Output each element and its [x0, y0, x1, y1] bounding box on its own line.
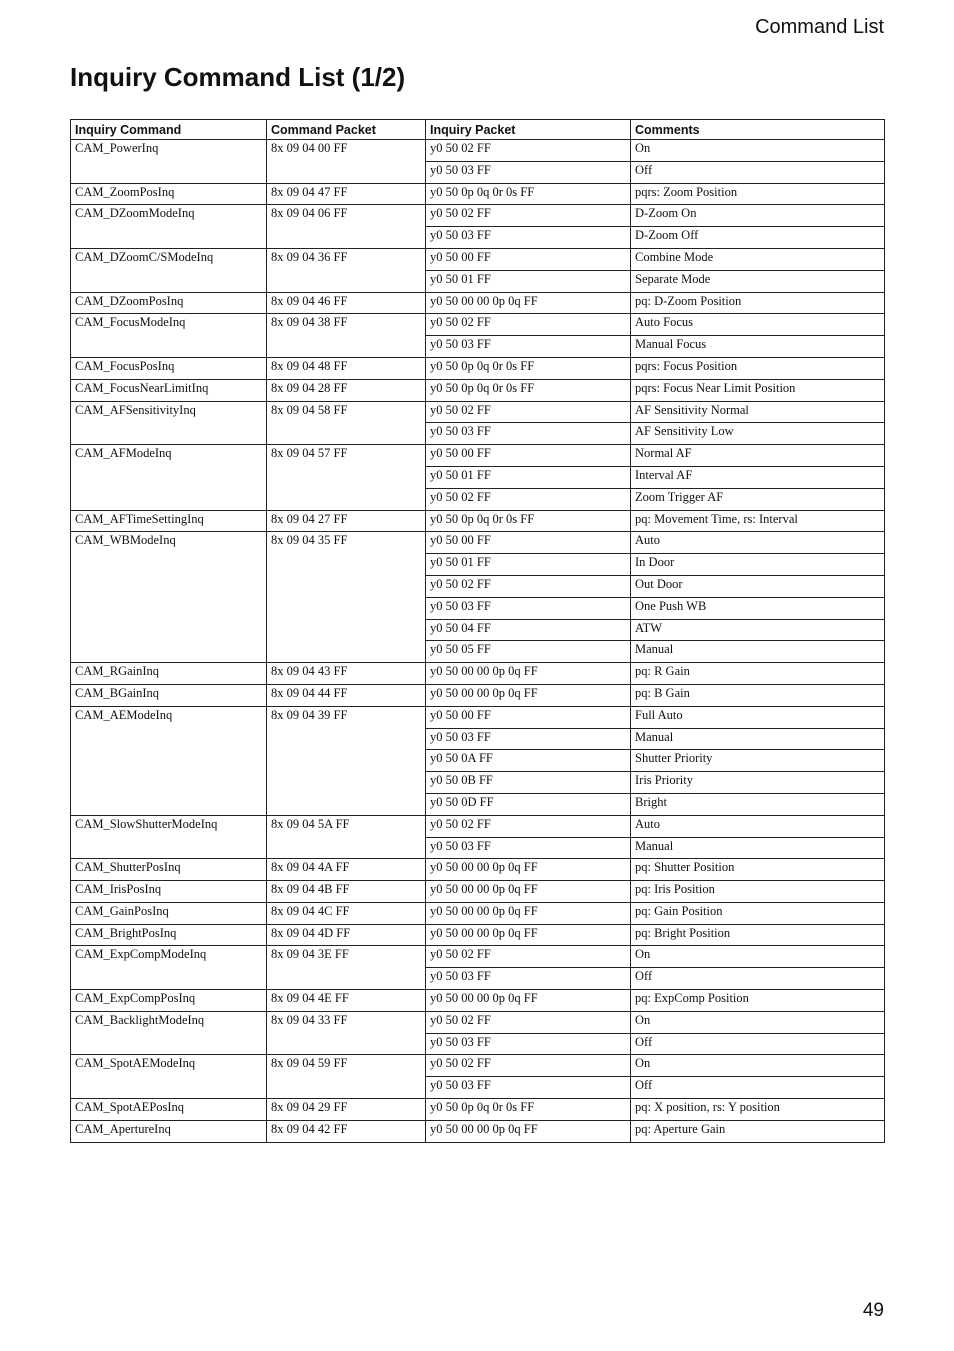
comments-cell: Shutter Priority: [631, 750, 885, 772]
inquiry-command-cell: CAM_ExpCompPosInq: [71, 990, 267, 1012]
comments-cell: pqrs: Zoom Position: [631, 183, 885, 205]
command-packet-cell: 8x 09 04 59 FF: [267, 1055, 426, 1099]
inquiry-command-cell: CAM_WBModeInq: [71, 532, 267, 663]
comments-cell: D-Zoom Off: [631, 227, 885, 249]
table-row: [71, 946, 885, 968]
column-header-command-packet: Command Packet: [267, 120, 426, 140]
inquiry-packet-cell: y0 50 03 FF: [426, 1077, 631, 1099]
inquiry-packet-cell: y0 50 0B FF: [426, 772, 631, 794]
comments-cell: Auto Focus: [631, 314, 885, 336]
inquiry-packet-cell: y0 50 02 FF: [426, 205, 631, 227]
inquiry-packet-cell: y0 50 00 FF: [426, 445, 631, 467]
inquiry-packet-cell: y0 50 00 00 0p 0q FF: [426, 859, 631, 881]
inquiry-packet-cell: y0 50 00 FF: [426, 532, 631, 554]
inquiry-packet-cell: y0 50 02 FF: [426, 815, 631, 837]
inquiry-packet-cell: y0 50 03 FF: [426, 728, 631, 750]
table-row: [71, 859, 885, 881]
table-row: [71, 140, 885, 162]
inquiry-command-cell: CAM_FocusModeInq: [71, 314, 267, 358]
comments-cell: pq: R Gain: [631, 663, 885, 685]
command-packet-cell: 8x 09 04 4C FF: [267, 902, 426, 924]
comments-cell: Iris Priority: [631, 772, 885, 794]
inquiry-packet-cell: y0 50 01 FF: [426, 554, 631, 576]
comments-cell: pq: Aperture Gain: [631, 1120, 885, 1142]
command-packet-cell: 8x 09 04 46 FF: [267, 292, 426, 314]
inquiry-packet-cell: y0 50 00 00 0p 0q FF: [426, 684, 631, 706]
table-row: [71, 292, 885, 314]
table-row: [71, 510, 885, 532]
comments-cell: Separate Mode: [631, 270, 885, 292]
command-packet-cell: 8x 09 04 57 FF: [267, 445, 426, 510]
command-packet-cell: 8x 09 04 4E FF: [267, 990, 426, 1012]
inquiry-packet-cell: y0 50 03 FF: [426, 968, 631, 990]
inquiry-packet-cell: y0 50 00 00 0p 0q FF: [426, 292, 631, 314]
command-packet-cell: 8x 09 04 5A FF: [267, 815, 426, 859]
comments-cell: AF Sensitivity Low: [631, 423, 885, 445]
comments-cell: pq: Iris Position: [631, 881, 885, 903]
inquiry-command-table: [70, 119, 885, 1143]
command-packet-cell: 8x 09 04 4A FF: [267, 859, 426, 881]
inquiry-command-cell: CAM_ExpCompModeInq: [71, 946, 267, 990]
section-header: Command List: [755, 16, 884, 38]
command-packet-cell: 8x 09 04 48 FF: [267, 357, 426, 379]
inquiry-packet-cell: y0 50 03 FF: [426, 1033, 631, 1055]
inquiry-packet-cell: y0 50 0p 0q 0r 0s FF: [426, 510, 631, 532]
inquiry-packet-cell: y0 50 00 00 0p 0q FF: [426, 990, 631, 1012]
inquiry-command-cell: CAM_SlowShutterModeInq: [71, 815, 267, 859]
table-row: [71, 902, 885, 924]
inquiry-command-cell: CAM_ApertureInq: [71, 1120, 267, 1142]
comments-cell: Off: [631, 1033, 885, 1055]
command-packet-cell: 8x 09 04 42 FF: [267, 1120, 426, 1142]
inquiry-packet-cell: y0 50 03 FF: [426, 336, 631, 358]
inquiry-command-cell: CAM_FocusNearLimitInq: [71, 379, 267, 401]
table-row: [71, 314, 885, 336]
inquiry-command-cell: CAM_IrisPosInq: [71, 881, 267, 903]
command-packet-cell: 8x 09 04 36 FF: [267, 248, 426, 292]
comments-cell: pq: Bright Position: [631, 924, 885, 946]
inquiry-packet-cell: y0 50 03 FF: [426, 837, 631, 859]
inquiry-packet-cell: y0 50 03 FF: [426, 423, 631, 445]
comments-cell: pq: B Gain: [631, 684, 885, 706]
inquiry-command-cell: CAM_DZoomModeInq: [71, 205, 267, 249]
table-row: [71, 379, 885, 401]
inquiry-command-cell: CAM_ZoomPosInq: [71, 183, 267, 205]
column-header-comments: Comments: [631, 120, 885, 140]
table-header-row: [71, 120, 885, 140]
inquiry-command-cell: CAM_ShutterPosInq: [71, 859, 267, 881]
comments-cell: Manual Focus: [631, 336, 885, 358]
inquiry-command-cell: CAM_DZoomPosInq: [71, 292, 267, 314]
comments-cell: Normal AF: [631, 445, 885, 467]
command-packet-cell: 8x 09 04 43 FF: [267, 663, 426, 685]
column-header-inquiry-command: Inquiry Command: [71, 120, 267, 140]
inquiry-packet-cell: y0 50 03 FF: [426, 161, 631, 183]
command-packet-cell: 8x 09 04 00 FF: [267, 140, 426, 184]
command-packet-cell: 8x 09 04 47 FF: [267, 183, 426, 205]
comments-cell: One Push WB: [631, 597, 885, 619]
inquiry-command-cell: CAM_AEModeInq: [71, 706, 267, 815]
inquiry-packet-cell: y0 50 04 FF: [426, 619, 631, 641]
table-row: [71, 248, 885, 270]
table-row: [71, 881, 885, 903]
inquiry-command-cell: CAM_BGainInq: [71, 684, 267, 706]
comments-cell: pq: Gain Position: [631, 902, 885, 924]
inquiry-packet-cell: y0 50 00 00 0p 0q FF: [426, 881, 631, 903]
command-packet-cell: 8x 09 04 33 FF: [267, 1011, 426, 1055]
inquiry-command-cell: CAM_RGainInq: [71, 663, 267, 685]
inquiry-command-cell: CAM_BrightPosInq: [71, 924, 267, 946]
command-packet-cell: 8x 09 04 39 FF: [267, 706, 426, 815]
command-packet-cell: 8x 09 04 3E FF: [267, 946, 426, 990]
command-packet-cell: 8x 09 04 06 FF: [267, 205, 426, 249]
inquiry-packet-cell: y0 50 0A FF: [426, 750, 631, 772]
inquiry-command-cell: CAM_DZoomC/SModeInq: [71, 248, 267, 292]
comments-cell: Zoom Trigger AF: [631, 488, 885, 510]
inquiry-packet-cell: y0 50 00 00 0p 0q FF: [426, 924, 631, 946]
inquiry-command-cell: CAM_BacklightModeInq: [71, 1011, 267, 1055]
command-packet-cell: 8x 09 04 35 FF: [267, 532, 426, 663]
table-row: [71, 684, 885, 706]
inquiry-packet-cell: y0 50 02 FF: [426, 488, 631, 510]
inquiry-packet-cell: y0 50 00 FF: [426, 248, 631, 270]
inquiry-packet-cell: y0 50 00 FF: [426, 706, 631, 728]
table-row: [71, 1099, 885, 1121]
inquiry-command-cell: CAM_AFSensitivityInq: [71, 401, 267, 445]
table-row: [71, 532, 885, 554]
command-packet-cell: 8x 09 04 58 FF: [267, 401, 426, 445]
comments-cell: Interval AF: [631, 466, 885, 488]
column-header-inquiry-packet: Inquiry Packet: [426, 120, 631, 140]
inquiry-command-cell: CAM_SpotAEModeInq: [71, 1055, 267, 1099]
inquiry-packet-cell: y0 50 02 FF: [426, 140, 631, 162]
comments-cell: pq: D-Zoom Position: [631, 292, 885, 314]
inquiry-packet-cell: y0 50 02 FF: [426, 1011, 631, 1033]
comments-cell: Out Door: [631, 575, 885, 597]
comments-cell: Off: [631, 161, 885, 183]
table-row: [71, 445, 885, 467]
comments-cell: Off: [631, 1077, 885, 1099]
comments-cell: Combine Mode: [631, 248, 885, 270]
table-row: [71, 1055, 885, 1077]
comments-cell: pq: X position, rs: Y position: [631, 1099, 885, 1121]
comments-cell: Off: [631, 968, 885, 990]
comments-cell: Auto: [631, 532, 885, 554]
comments-cell: On: [631, 1055, 885, 1077]
table-row: [71, 1011, 885, 1033]
comments-cell: On: [631, 140, 885, 162]
inquiry-packet-cell: y0 50 03 FF: [426, 597, 631, 619]
comments-cell: AF Sensitivity Normal: [631, 401, 885, 423]
inquiry-packet-cell: y0 50 00 00 0p 0q FF: [426, 663, 631, 685]
inquiry-packet-cell: y0 50 00 00 0p 0q FF: [426, 1120, 631, 1142]
comments-cell: pqrs: Focus Near Limit Position: [631, 379, 885, 401]
command-packet-cell: 8x 09 04 4B FF: [267, 881, 426, 903]
comments-cell: pq: ExpComp Position: [631, 990, 885, 1012]
inquiry-command-cell: CAM_AFTimeSettingInq: [71, 510, 267, 532]
inquiry-packet-cell: y0 50 0p 0q 0r 0s FF: [426, 357, 631, 379]
command-packet-cell: 8x 09 04 29 FF: [267, 1099, 426, 1121]
inquiry-command-cell: CAM_AFModeInq: [71, 445, 267, 510]
command-packet-cell: 8x 09 04 4D FF: [267, 924, 426, 946]
comments-cell: Manual: [631, 641, 885, 663]
inquiry-packet-cell: y0 50 00 00 0p 0q FF: [426, 902, 631, 924]
comments-cell: pq: Shutter Position: [631, 859, 885, 881]
command-packet-cell: 8x 09 04 38 FF: [267, 314, 426, 358]
command-packet-cell: 8x 09 04 27 FF: [267, 510, 426, 532]
page-title: Inquiry Command List (1/2): [70, 62, 406, 92]
inquiry-packet-cell: y0 50 02 FF: [426, 314, 631, 336]
command-packet-cell: 8x 09 04 44 FF: [267, 684, 426, 706]
table-row: [71, 205, 885, 227]
inquiry-command-cell: CAM_SpotAEPosInq: [71, 1099, 267, 1121]
table-row: [71, 924, 885, 946]
inquiry-packet-cell: y0 50 0p 0q 0r 0s FF: [426, 183, 631, 205]
table-row: [71, 663, 885, 685]
inquiry-packet-cell: y0 50 02 FF: [426, 401, 631, 423]
table-row: [71, 990, 885, 1012]
table-body: [71, 140, 885, 1143]
comments-cell: Bright: [631, 793, 885, 815]
inquiry-packet-cell: y0 50 01 FF: [426, 466, 631, 488]
inquiry-packet-cell: y0 50 0p 0q 0r 0s FF: [426, 1099, 631, 1121]
comments-cell: Manual: [631, 728, 885, 750]
table-row: [71, 1120, 885, 1142]
inquiry-command-cell: CAM_FocusPosInq: [71, 357, 267, 379]
comments-cell: On: [631, 1011, 885, 1033]
comments-cell: Manual: [631, 837, 885, 859]
table-row: [71, 706, 885, 728]
table-row: [71, 815, 885, 837]
comments-cell: Full Auto: [631, 706, 885, 728]
inquiry-packet-cell: y0 50 05 FF: [426, 641, 631, 663]
comments-cell: pq: Movement Time, rs: Interval: [631, 510, 885, 532]
command-packet-cell: 8x 09 04 28 FF: [267, 379, 426, 401]
page-number: 49: [862, 1300, 884, 1321]
inquiry-packet-cell: y0 50 03 FF: [426, 227, 631, 249]
inquiry-command-cell: CAM_GainPosInq: [71, 902, 267, 924]
inquiry-packet-cell: y0 50 02 FF: [426, 946, 631, 968]
comments-cell: D-Zoom On: [631, 205, 885, 227]
inquiry-packet-cell: y0 50 0p 0q 0r 0s FF: [426, 379, 631, 401]
table-row: [71, 183, 885, 205]
inquiry-packet-cell: y0 50 0D FF: [426, 793, 631, 815]
inquiry-packet-cell: y0 50 02 FF: [426, 575, 631, 597]
inquiry-packet-cell: y0 50 02 FF: [426, 1055, 631, 1077]
comments-cell: In Door: [631, 554, 885, 576]
comments-cell: On: [631, 946, 885, 968]
comments-cell: pqrs: Focus Position: [631, 357, 885, 379]
comments-cell: ATW: [631, 619, 885, 641]
comments-cell: Auto: [631, 815, 885, 837]
inquiry-command-cell: CAM_PowerInq: [71, 140, 267, 184]
table-row: [71, 357, 885, 379]
table-row: [71, 401, 885, 423]
inquiry-packet-cell: y0 50 01 FF: [426, 270, 631, 292]
